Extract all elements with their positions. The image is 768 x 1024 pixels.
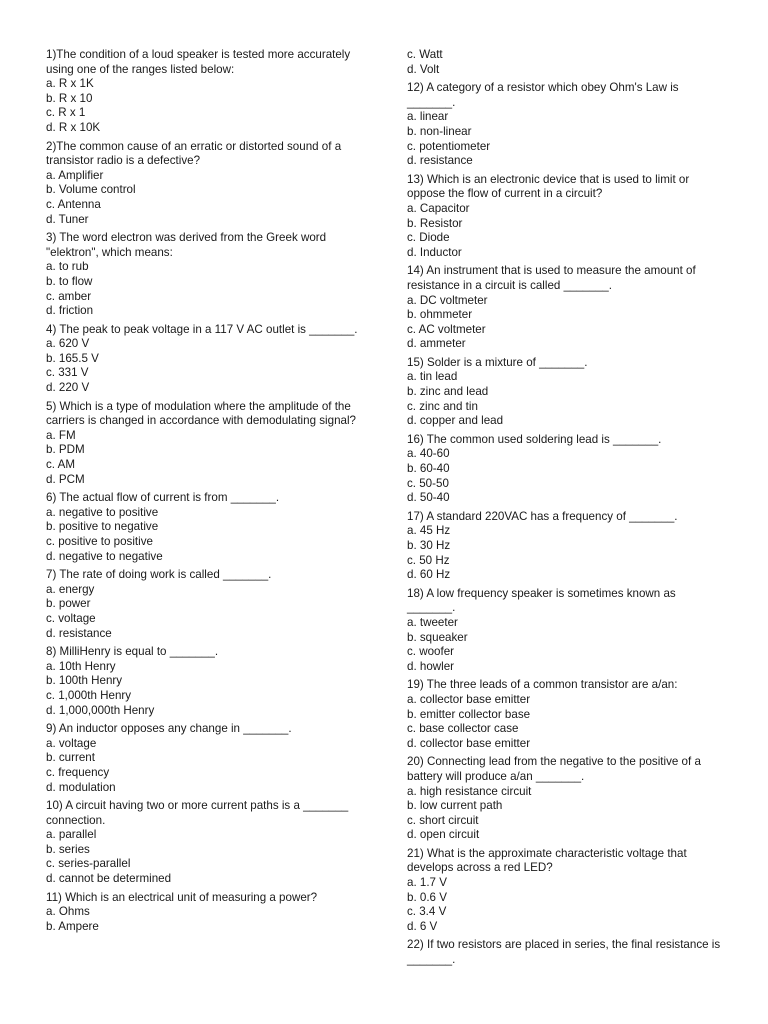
answer-option: d. friction xyxy=(46,304,94,318)
answer-option: c. AC voltmeter xyxy=(407,322,486,336)
question-block xyxy=(407,587,725,675)
question-text: 15) Solder is a mixture of _______. xyxy=(407,355,588,369)
answer-option: d. negative to negative xyxy=(46,549,163,563)
answer-option: b. current xyxy=(46,751,95,765)
answer-option: b. Resistor xyxy=(407,216,463,230)
question-block xyxy=(46,400,366,488)
answer-option: d. modulation xyxy=(46,780,116,794)
answer-option: c. voltage xyxy=(46,611,96,625)
question-text: 21) What is the approximate characteristic voltage that develops across a red LED? xyxy=(407,846,687,875)
answer-option: c. R x 1 xyxy=(46,106,86,120)
question-block xyxy=(46,891,366,935)
left-question-column xyxy=(46,48,366,938)
question-block xyxy=(46,323,366,396)
answer-option: d. 50-40 xyxy=(407,491,450,505)
answer-option: a. 620 V xyxy=(46,337,90,351)
question-text: 7) The rate of doing work is called _______. xyxy=(46,568,272,582)
answer-option: a. to rub xyxy=(46,260,89,274)
answer-option: b. zinc and lead xyxy=(407,385,489,399)
question-block xyxy=(46,722,366,795)
answer-option: c. short circuit xyxy=(407,813,479,827)
question-block xyxy=(407,938,725,967)
answer-option: b. squeaker xyxy=(407,630,468,644)
answer-option: b. power xyxy=(46,597,91,611)
question-text: 16) The common used soldering lead is _______. xyxy=(407,432,662,446)
question-block xyxy=(407,356,725,429)
answer-option: d. Tuner xyxy=(46,212,89,226)
question-block xyxy=(407,264,725,352)
answer-option: a. tin lead xyxy=(407,370,458,384)
question-block xyxy=(46,645,366,718)
question-text: 10) A circuit having two or more current paths is a _______ connection. xyxy=(46,799,349,827)
question-text: 17) A standard 220VAC has a frequency of _______. xyxy=(407,509,678,523)
answer-option: c. Antenna xyxy=(46,197,101,211)
question-text: 11) Which is an electrical unit of measuring a power? xyxy=(46,890,318,904)
answer-option: b. positive to negative xyxy=(46,520,159,534)
question-text: 12) A category of a resistor which obey Ohm's Law is _______. xyxy=(407,81,679,109)
answer-option: c. Diode xyxy=(407,231,450,245)
answer-option: a. collector base emitter xyxy=(407,692,531,706)
answer-option: b. PDM xyxy=(46,443,85,457)
answer-option: d. cannot be determined xyxy=(46,872,172,886)
answer-option: c. AM xyxy=(46,458,75,472)
question-text: 13) Which is an electronic device that is used to limit or oppose the flow of current in a circuit? xyxy=(407,172,690,201)
question-block xyxy=(46,491,366,564)
question-text: 3) The word electron was derived from the Greek word "elektron", which means: xyxy=(46,231,327,259)
answer-option: a. FM xyxy=(46,428,76,442)
answer-option: d. Inductor xyxy=(407,245,462,259)
answer-option: a. voltage xyxy=(46,736,97,750)
answer-option: d. 6 V xyxy=(407,919,438,933)
question-block xyxy=(46,568,366,641)
answer-option: a. 1.7 V xyxy=(407,876,447,890)
answer-option: a. linear xyxy=(407,110,449,124)
question-block xyxy=(46,140,366,228)
answer-option: d. 220 V xyxy=(46,381,90,395)
answer-option: d. collector base emitter xyxy=(407,736,531,750)
right-question-column xyxy=(407,48,725,972)
question-block xyxy=(407,173,725,261)
answer-option: c. amber xyxy=(46,289,92,303)
question-block xyxy=(46,48,366,136)
question-text: 1)The condition of a loud speaker is tested more accurately using one of the ranges listed below: xyxy=(46,48,351,76)
answer-option: c. 1,000th Henry xyxy=(46,688,132,702)
answer-option: b. 165.5 V xyxy=(46,351,99,365)
answer-option: b. 100th Henry xyxy=(46,674,123,688)
answer-option: d. howler xyxy=(407,659,455,673)
answer-option: d. PCM xyxy=(46,472,85,486)
question-block xyxy=(46,231,366,319)
answer-option: a. tweeter xyxy=(407,615,458,629)
answer-option: c. Watt xyxy=(407,48,443,61)
question-block xyxy=(46,799,366,887)
answer-option: a. parallel xyxy=(46,828,97,842)
answer-option: a. DC voltmeter xyxy=(407,293,488,307)
question-text: 5) Which is a type of modulation where the amplitude of the carriers is changed in accordance with demodulating signal? xyxy=(46,399,356,428)
answer-option: b. Volume control xyxy=(46,183,136,197)
answer-option: a. R x 1K xyxy=(46,77,94,91)
question-text: 2)The common cause of an erratic or distorted sound of a transistor radio is a defective? xyxy=(46,139,342,168)
answer-option: b. to flow xyxy=(46,274,93,288)
question-block xyxy=(407,81,725,169)
answer-option: d. resistance xyxy=(407,154,473,168)
answer-option: d. 1,000,000th Henry xyxy=(46,703,155,717)
answer-option: c. woofer xyxy=(407,645,455,659)
answer-option: a. 45 Hz xyxy=(407,524,451,538)
answer-option: b. 60-40 xyxy=(407,462,450,476)
question-block xyxy=(407,847,725,935)
answer-option: a. negative to positive xyxy=(46,505,159,519)
question-block xyxy=(407,755,725,843)
answer-option: d. open circuit xyxy=(407,828,480,842)
answer-option: d. Volt xyxy=(407,62,440,76)
question-block xyxy=(407,48,725,77)
question-block xyxy=(407,678,725,751)
answer-option: b. R x 10 xyxy=(46,91,93,105)
answer-option: c. potentiometer xyxy=(407,139,491,153)
question-text: 8) MilliHenry is equal to _______. xyxy=(46,645,219,659)
answer-option: c. 50-50 xyxy=(407,476,449,490)
answer-option: c. frequency xyxy=(46,765,110,779)
answer-option: a. energy xyxy=(46,582,95,596)
question-text: 19) The three leads of a common transistor are a/an: xyxy=(407,678,678,692)
answer-option: b. Ampere xyxy=(46,919,99,933)
answer-option: a. high resistance circuit xyxy=(407,784,532,798)
question-text: 4) The peak to peak voltage in a 117 V AC outlet is _______. xyxy=(46,322,358,336)
answer-option: c. series-parallel xyxy=(46,857,131,871)
answer-option: c. positive to positive xyxy=(46,535,153,548)
answer-option: d. resistance xyxy=(46,626,112,640)
answer-option: b. low current path xyxy=(407,799,503,813)
answer-option: c. 331 V xyxy=(46,366,89,380)
question-text: 20) Connecting lead from the negative to the positive of a battery will produce a/an _______. xyxy=(407,755,701,783)
answer-option: b. emitter collector base xyxy=(407,707,531,721)
answer-option: d. 60 Hz xyxy=(407,568,451,582)
answer-option: a. Amplifier xyxy=(46,168,104,182)
answer-option: b. 30 Hz xyxy=(407,539,451,552)
question-text: 6) The actual flow of current is from _______. xyxy=(46,491,280,505)
question-text: 9) An inductor opposes any change in _______. xyxy=(46,722,292,736)
answer-option: a. Capacitor xyxy=(407,201,470,215)
answer-option: a. Ohms xyxy=(46,905,90,919)
question-text: 14) An instrument that is used to measure the amount of resistance in a circuit is called _______. xyxy=(407,264,696,292)
answer-option: d. R x 10K xyxy=(46,120,101,134)
answer-option: a. 40-60 xyxy=(407,447,450,461)
answer-option: b. non-linear xyxy=(407,124,472,138)
question-text: 22) If two resistors are placed in series, the final resistance is _______. xyxy=(407,938,721,967)
answer-option: b. ohmmeter xyxy=(407,308,473,322)
answer-option: b. series xyxy=(46,842,90,856)
answer-option: c. 50 Hz xyxy=(407,553,450,567)
question-block xyxy=(407,510,725,583)
answer-option: a. 10th Henry xyxy=(46,659,116,673)
answer-option: d. ammeter xyxy=(407,337,466,351)
answer-option: d. copper and lead xyxy=(407,414,504,428)
question-text: 18) A low frequency speaker is sometimes known as _______. xyxy=(407,586,676,615)
answer-option: c. 3.4 V xyxy=(407,905,447,919)
answer-option: c. base collector case xyxy=(407,722,519,736)
answer-option: b. 0.6 V xyxy=(407,890,447,904)
answer-option: c. zinc and tin xyxy=(407,399,478,413)
question-block xyxy=(407,433,725,506)
